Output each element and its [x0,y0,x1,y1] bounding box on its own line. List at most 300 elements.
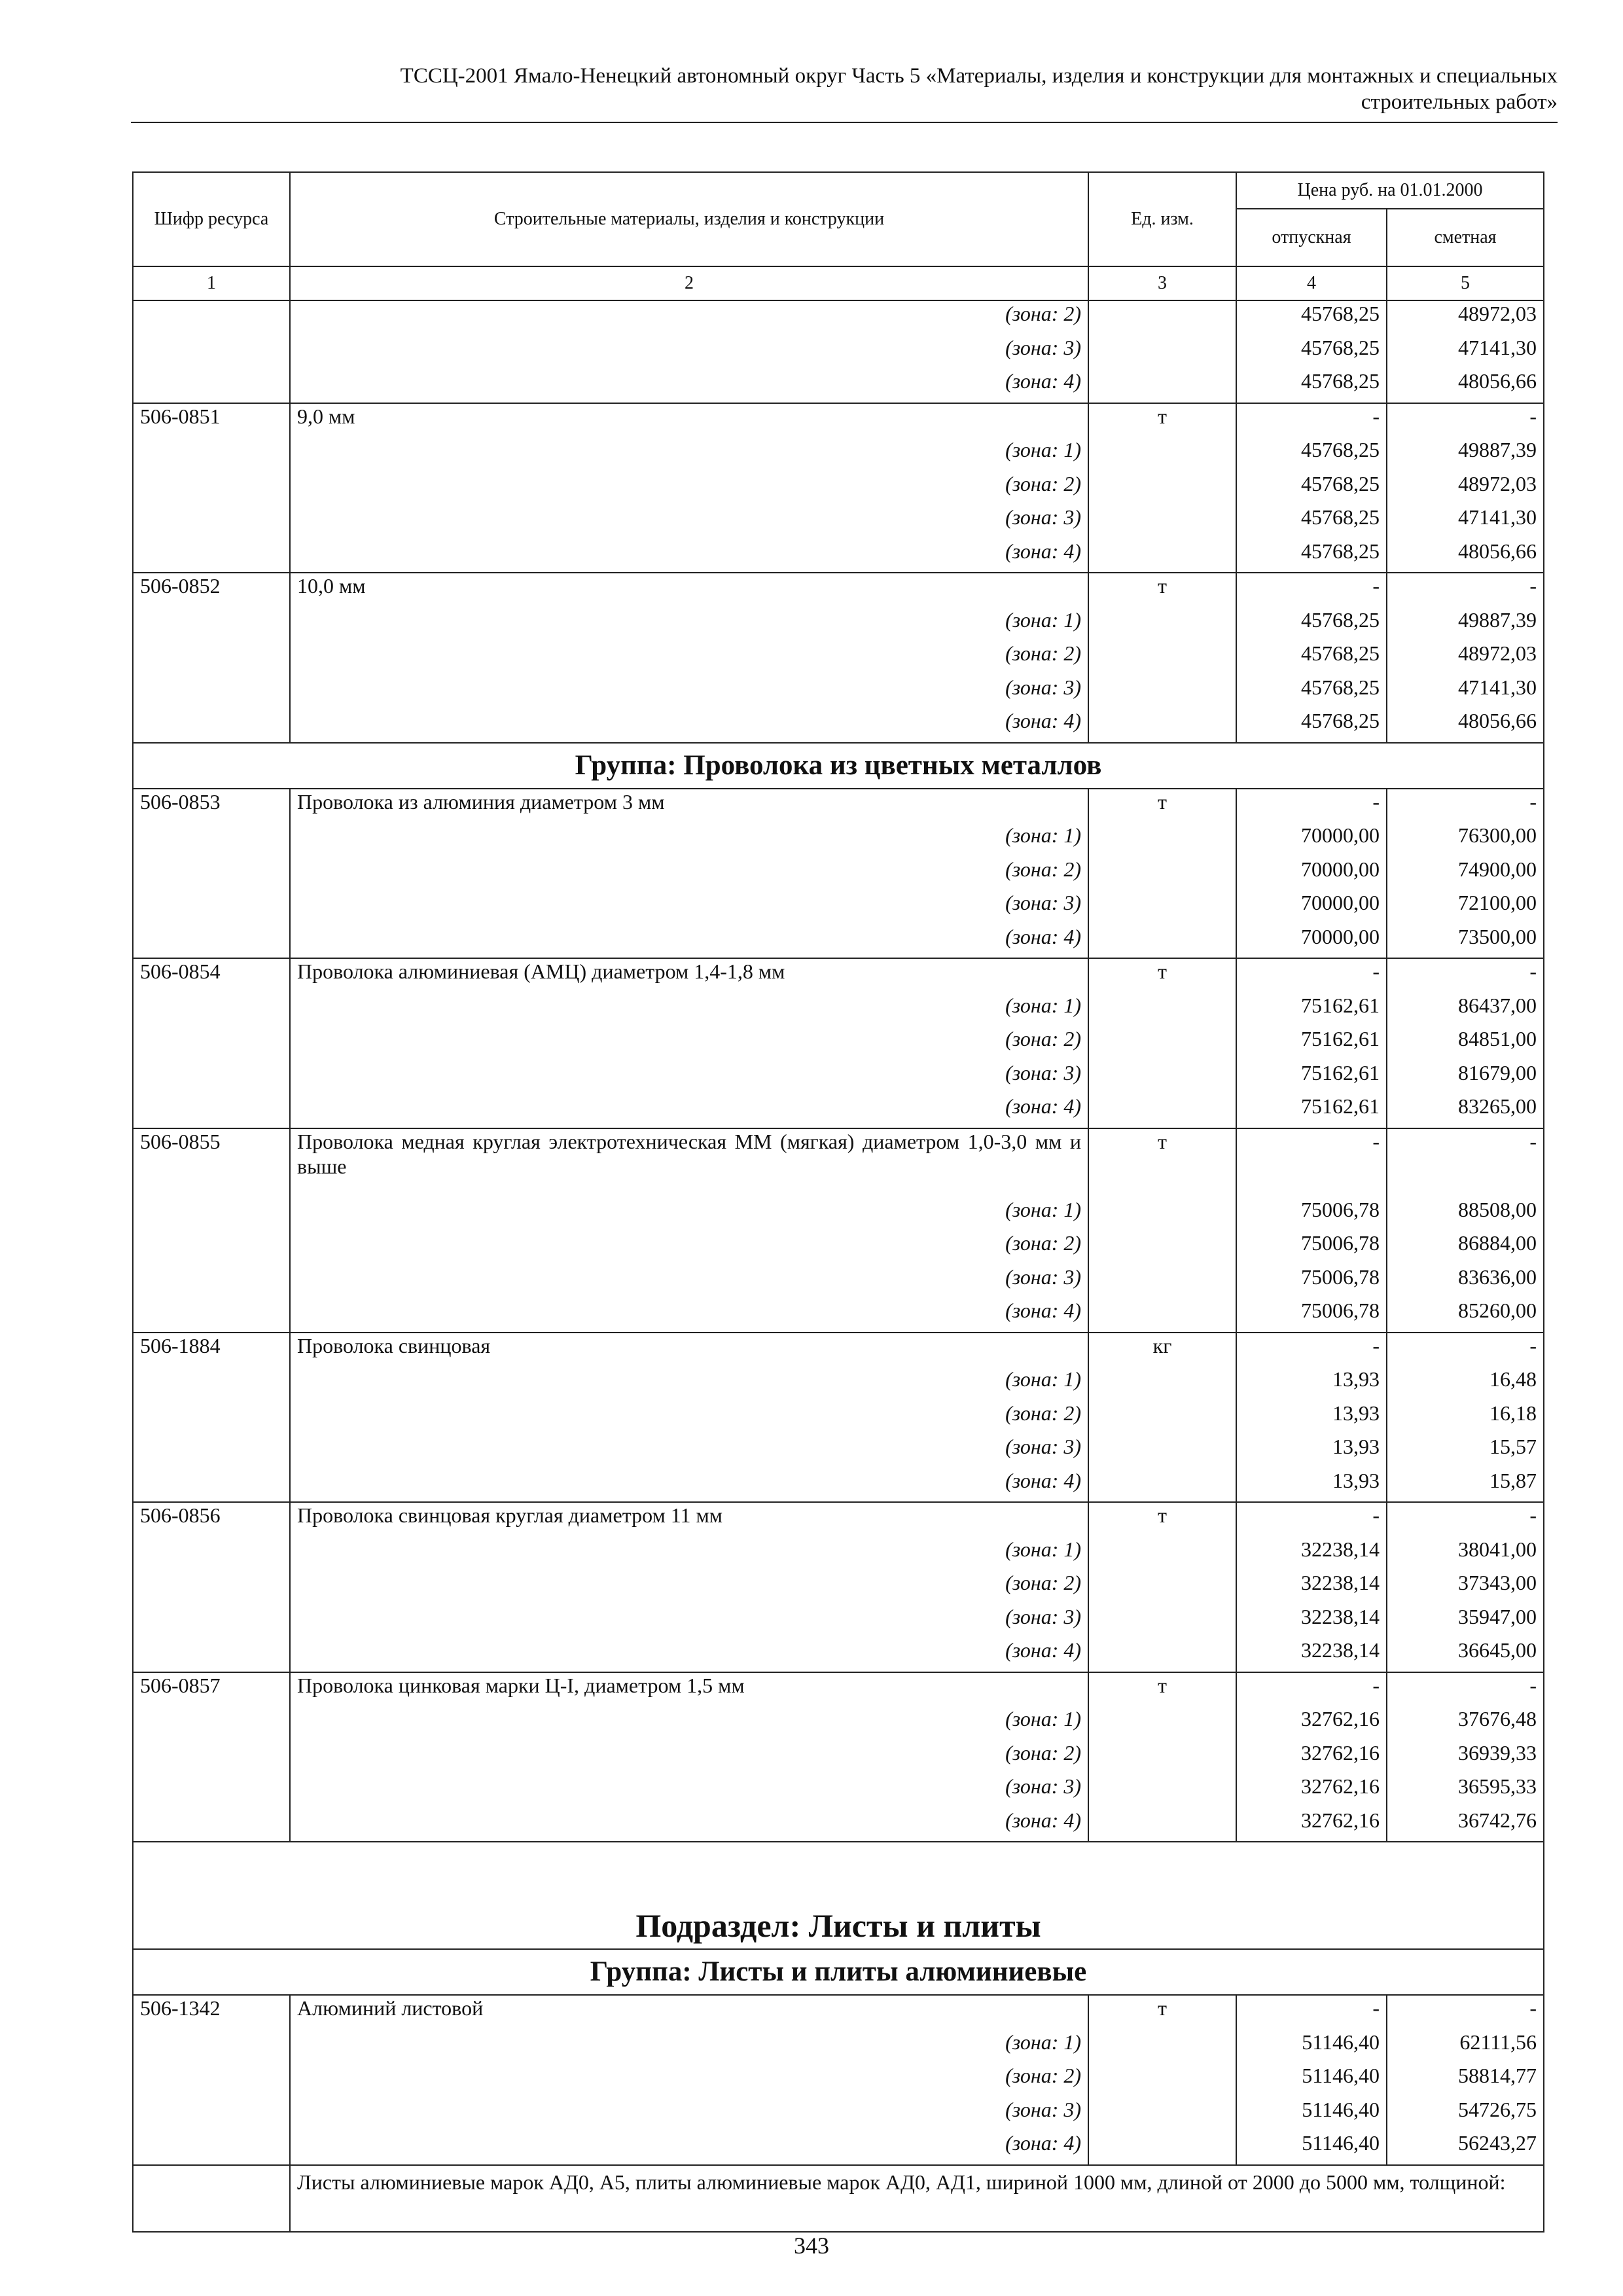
estimate-price: - [1387,1333,1544,1367]
zone-label: (зона: 3) [290,505,1088,539]
code-cell [133,1026,290,1060]
release-price: 45768,25 [1236,335,1387,369]
estimate-price: 85260,00 [1387,1298,1544,1333]
unit-cell [1088,1434,1236,1468]
code-cell [133,368,290,403]
release-price: 32238,14 [1236,1638,1387,1672]
release-price: 51146,40 [1236,2097,1387,2131]
unit-cell [1088,890,1236,924]
release-price: - [1236,403,1387,438]
release-price: 45768,25 [1236,641,1387,675]
release-price: 75006,78 [1236,1265,1387,1299]
zone-row [133,1740,1544,1774]
release-price: 75162,61 [1236,1060,1387,1094]
unit-cell [1088,1468,1236,1503]
code-cell [133,823,290,857]
unit-cell [1088,1570,1236,1604]
zone-row [133,1401,1544,1435]
zone-label: (зона: 1) [290,1537,1088,1571]
unit-cell [1088,1298,1236,1333]
release-price: - [1236,1333,1387,1367]
code-cell [133,1367,290,1401]
zone-label: (зона: 3) [290,1265,1088,1299]
code-cell [133,1434,290,1468]
estimate-price: 83636,00 [1387,1265,1544,1299]
estimate-price: 88508,00 [1387,1197,1544,1231]
release-price: 51146,40 [1236,2030,1387,2064]
estimate-price: 47141,30 [1387,675,1544,709]
code-cell [133,1740,290,1774]
unit-cell: т [1088,1672,1236,1707]
zone-row [133,1570,1544,1604]
zone-label: (зона: 1) [290,1706,1088,1740]
estimate-price: 56243,27 [1387,2130,1544,2165]
zone-row [133,1808,1544,1842]
unit-cell: т [1088,1128,1236,1197]
release-price: 32238,14 [1236,1604,1387,1638]
code-cell [133,335,290,369]
release-price: 45768,25 [1236,708,1387,743]
group-heading-row [133,1949,1544,1995]
column-number-4: 4 [1236,266,1387,300]
estimate-price: 74900,00 [1387,857,1544,891]
release-price: 45768,25 [1236,368,1387,403]
unit-cell [1088,1774,1236,1808]
resource-row [133,1333,1544,1367]
estimate-price: 48056,66 [1387,539,1544,573]
release-price: - [1236,1995,1387,2030]
unit-cell [1088,1537,1236,1571]
zone-label: (зона: 3) [290,1434,1088,1468]
header-rule [131,122,1558,123]
code-cell [133,1401,290,1435]
code-cell [133,2130,290,2165]
zone-label: (зона: 4) [290,539,1088,573]
release-price: 70000,00 [1236,823,1387,857]
zone-label: (зона: 2) [290,1026,1088,1060]
zone-label: (зона: 4) [290,708,1088,743]
estimate-price: 36742,76 [1387,1808,1544,1842]
unit-cell [1088,823,1236,857]
code-cell [133,471,290,505]
zone-row [133,1638,1544,1672]
estimate-price: 16,18 [1387,1401,1544,1435]
zone-label: (зона: 4) [290,924,1088,959]
unit-cell [1088,1740,1236,1774]
zone-row [133,993,1544,1027]
code-cell [133,1774,290,1808]
release-price: - [1236,573,1387,607]
resource-row [133,403,1544,438]
zone-row [133,607,1544,641]
code-cell [133,1808,290,1842]
zone-label: (зона: 1) [290,1367,1088,1401]
zone-label: (зона: 4) [290,1094,1088,1128]
release-price: 13,93 [1236,1434,1387,1468]
zone-row [133,1026,1544,1060]
table-body [133,300,1544,2232]
release-price: 70000,00 [1236,857,1387,891]
resource-name: Проволока алюминиевая (АМЦ) диаметром 1,4-1,8 мм [290,958,1088,993]
release-price: 32238,14 [1236,1537,1387,1571]
unit-cell [1088,924,1236,959]
unit-cell: т [1088,789,1236,823]
zone-label: (зона: 3) [290,335,1088,369]
column-header-price: Цена руб. на 01.01.2000 [1236,172,1544,209]
column-number-3: 3 [1088,266,1236,300]
release-price: 75162,61 [1236,1026,1387,1060]
column-header-code: Шифр ресурса [133,172,290,266]
header-line-1: ТССЦ-2001 Ямало-Ненецкий автономный округ Часть 5 «Материалы, изделия и конструкции для монтажных и специальных [400,64,1558,88]
release-price: 45768,25 [1236,471,1387,505]
release-price: 75162,61 [1236,993,1387,1027]
resource-row [133,789,1544,823]
zone-row [133,368,1544,403]
release-price: 45768,25 [1236,539,1387,573]
release-price: 32762,16 [1236,1774,1387,1808]
estimate-price: - [1387,1128,1544,1197]
unit-cell [1088,335,1236,369]
estimate-price: 36939,33 [1387,1740,1544,1774]
code-cell [133,993,290,1027]
unit-cell [1088,1706,1236,1740]
resource-row [133,1502,1544,1537]
unit-cell [1088,437,1236,471]
zone-label: (зона: 1) [290,2030,1088,2064]
estimate-price: 35947,00 [1387,1604,1544,1638]
release-price: - [1236,1502,1387,1537]
estimate-price: 38041,00 [1387,1537,1544,1571]
unit-cell [1088,1060,1236,1094]
unit-cell: т [1088,1502,1236,1537]
resource-name: Проволока цинковая марки Ц-I, диаметром 1,5 мм [290,1672,1088,1707]
column-header-estimate: сметная [1387,209,1544,266]
unit-cell [1088,539,1236,573]
zone-label: (зона: 4) [290,368,1088,403]
zone-row [133,1265,1544,1299]
unit-cell [1088,1265,1236,1299]
unit-cell [1088,1197,1236,1231]
release-price: 13,93 [1236,1468,1387,1503]
zone-row [133,890,1544,924]
zone-label: (зона: 1) [290,1197,1088,1231]
estimate-price: 86884,00 [1387,1230,1544,1265]
subsection-heading-row [133,1842,1544,1949]
unit-cell [1088,1638,1236,1672]
release-price: 51146,40 [1236,2063,1387,2097]
resource-name: Проволока свинцовая круглая диаметром 11 мм [290,1502,1088,1537]
zone-row [133,1367,1544,1401]
code-cell [133,1230,290,1265]
zone-label: (зона: 3) [290,890,1088,924]
unit-cell: т [1088,1995,1236,2030]
zone-label: (зона: 1) [290,993,1088,1027]
resource-name: Проволока из алюминия диаметром 3 мм [290,789,1088,823]
unit-cell [1088,505,1236,539]
estimate-price: 48056,66 [1387,368,1544,403]
price-table [132,171,1544,2233]
resource-row [133,1672,1544,1707]
unit-cell [1088,471,1236,505]
zone-row [133,708,1544,743]
estimate-price: 36645,00 [1387,1638,1544,1672]
estimate-price: 48056,66 [1387,708,1544,743]
release-price: 13,93 [1236,1401,1387,1435]
zone-row [133,641,1544,675]
zone-label: (зона: 3) [290,1060,1088,1094]
estimate-price: 48972,03 [1387,641,1544,675]
estimate-price: 48972,03 [1387,300,1544,335]
zone-label: (зона: 2) [290,1401,1088,1435]
release-price: 75006,78 [1236,1298,1387,1333]
unit-cell [1088,708,1236,743]
unit-cell [1088,2097,1236,2131]
zone-row [133,1774,1544,1808]
resource-name: Проволока свинцовая [290,1333,1088,1367]
unit-cell [1088,2030,1236,2064]
unit-cell [1088,1230,1236,1265]
zone-label: (зона: 3) [290,1774,1088,1808]
unit-cell [1088,1604,1236,1638]
resource-code: 506-0854 [133,958,290,993]
unit-cell: кг [1088,1333,1236,1367]
zone-label: (зона: 2) [290,300,1088,335]
column-header-unit: Ед. изм. [1088,172,1236,266]
release-price: 75006,78 [1236,1230,1387,1265]
release-price: 13,93 [1236,1367,1387,1401]
resource-name: Алюминий листовой [290,1995,1088,2030]
zone-row [133,2097,1544,2131]
zone-row [133,675,1544,709]
resource-row [133,958,1544,993]
unit-cell: т [1088,958,1236,993]
release-price: 32762,16 [1236,1740,1387,1774]
zone-label: (зона: 3) [290,675,1088,709]
release-price: 70000,00 [1236,890,1387,924]
estimate-price: 73500,00 [1387,924,1544,959]
code-cell [133,1604,290,1638]
unit-cell: т [1088,403,1236,438]
zone-row [133,1197,1544,1231]
code-cell [133,708,290,743]
zone-label: (зона: 4) [290,1638,1088,1672]
estimate-price: 58814,77 [1387,2063,1544,2097]
zone-row [133,300,1544,335]
zone-row [133,823,1544,857]
code-cell [133,924,290,959]
table-header [133,172,1544,300]
release-price: - [1236,958,1387,993]
zone-label: (зона: 3) [290,1604,1088,1638]
code-cell [133,1060,290,1094]
resource-code: 506-0856 [133,1502,290,1537]
resource-row [133,573,1544,607]
zone-row [133,1468,1544,1503]
code-cell [133,1537,290,1571]
resource-name: 9,0 мм [290,403,1088,438]
column-number-1: 1 [133,266,290,300]
unit-cell [1088,1808,1236,1842]
code-cell [133,1570,290,1604]
resource-code: 506-1342 [133,1995,290,2030]
zone-label: (зона: 1) [290,437,1088,471]
group-heading-row [133,743,1544,789]
release-price: - [1236,1128,1387,1197]
zone-row [133,924,1544,959]
zone-label: (зона: 2) [290,471,1088,505]
resource-code: 506-0857 [133,1672,290,1707]
resource-name: Проволока медная круглая электротехническая ММ (мягкая) диаметром 1,0-3,0 мм и выше [290,1128,1088,1197]
estimate-price: - [1387,1672,1544,1707]
zone-row [133,539,1544,573]
estimate-price: - [1387,573,1544,607]
estimate-price: 54726,75 [1387,2097,1544,2131]
zone-row [133,1604,1544,1638]
subsection-heading: Подраздел: Листы и плиты [133,1842,1544,1949]
estimate-price: 15,57 [1387,1434,1544,1468]
zone-row [133,1434,1544,1468]
code-cell [133,1706,290,1740]
zone-label: (зона: 3) [290,2097,1088,2131]
code-cell [133,1197,290,1231]
resource-row [133,1995,1544,2030]
resource-code: 506-0853 [133,789,290,823]
unit-cell [1088,1094,1236,1128]
release-price: 51146,40 [1236,2130,1387,2165]
estimate-price: - [1387,1502,1544,1537]
resource-code: 506-0855 [133,1128,290,1197]
note-code-cell [133,2165,290,2232]
code-cell [133,1638,290,1672]
estimate-price: 47141,30 [1387,505,1544,539]
unit-cell [1088,607,1236,641]
zone-row [133,1298,1544,1333]
zone-label: (зона: 2) [290,1570,1088,1604]
release-price: 70000,00 [1236,924,1387,959]
estimate-price: 76300,00 [1387,823,1544,857]
estimate-price: 36595,33 [1387,1774,1544,1808]
code-cell [133,437,290,471]
code-cell [133,2097,290,2131]
resource-code: 506-0851 [133,403,290,438]
unit-cell [1088,300,1236,335]
zone-row [133,2063,1544,2097]
release-price: 32238,14 [1236,1570,1387,1604]
code-cell [133,539,290,573]
estimate-price: 72100,00 [1387,890,1544,924]
zone-label: (зона: 1) [290,607,1088,641]
zone-label: (зона: 4) [290,1808,1088,1842]
zone-label: (зона: 2) [290,641,1088,675]
resource-name: 10,0 мм [290,573,1088,607]
zone-row [133,471,1544,505]
group-heading: Группа: Проволока из цветных металлов [133,743,1544,789]
note-row [133,2165,1544,2232]
estimate-price: 16,48 [1387,1367,1544,1401]
unit-cell [1088,1367,1236,1401]
unit-cell [1088,1401,1236,1435]
estimate-price: 49887,39 [1387,607,1544,641]
estimate-price: 15,87 [1387,1468,1544,1503]
zone-label: (зона: 4) [290,2130,1088,2165]
release-price: 32762,16 [1236,1808,1387,1842]
zone-row [133,2030,1544,2064]
code-cell [133,675,290,709]
unit-cell [1088,2063,1236,2097]
zone-row [133,437,1544,471]
release-price: 32762,16 [1236,1706,1387,1740]
zone-row [133,857,1544,891]
zone-label: (зона: 2) [290,857,1088,891]
resource-code: 506-0852 [133,573,290,607]
note-text: Листы алюминиевые марок АД0, А5, плиты алюминиевые марок АД0, АД1, шириной 1000 мм, длиной от 2000 до 5000 мм, толщиной: [290,2165,1544,2232]
unit-cell [1088,2130,1236,2165]
code-cell [133,1298,290,1333]
unit-cell: т [1088,573,1236,607]
code-cell [133,2030,290,2064]
group-heading: Группа: Листы и плиты алюминиевые [133,1949,1544,1995]
zone-label: (зона: 1) [290,823,1088,857]
release-price: 75006,78 [1236,1197,1387,1231]
column-header-name: Строительные материалы, изделия и конструкции [290,172,1088,266]
running-header [131,63,1558,115]
estimate-price: - [1387,789,1544,823]
zone-label: (зона: 2) [290,2063,1088,2097]
estimate-price: - [1387,958,1544,993]
release-price: - [1236,1672,1387,1707]
release-price: - [1236,789,1387,823]
zone-row [133,1060,1544,1094]
zone-row [133,1537,1544,1571]
code-cell [133,300,290,335]
code-cell [133,1094,290,1128]
estimate-price: 83265,00 [1387,1094,1544,1128]
release-price: 45768,25 [1236,505,1387,539]
zone-row [133,335,1544,369]
unit-cell [1088,368,1236,403]
code-cell [133,607,290,641]
resource-code: 506-1884 [133,1333,290,1367]
zone-row [133,1094,1544,1128]
zone-row [133,1230,1544,1265]
zone-row [133,505,1544,539]
estimate-price: 48972,03 [1387,471,1544,505]
estimate-price: 86437,00 [1387,993,1544,1027]
code-cell [133,857,290,891]
unit-cell [1088,857,1236,891]
zone-row [133,2130,1544,2165]
column-header-release: отпускная [1236,209,1387,266]
release-price: 45768,25 [1236,607,1387,641]
zone-label: (зона: 4) [290,1468,1088,1503]
zone-label: (зона: 2) [290,1230,1088,1265]
column-number-5: 5 [1387,266,1544,300]
estimate-price: 47141,30 [1387,335,1544,369]
estimate-price: - [1387,403,1544,438]
zone-row [133,1706,1544,1740]
code-cell [133,1265,290,1299]
unit-cell [1088,675,1236,709]
release-price: 75162,61 [1236,1094,1387,1128]
estimate-price: - [1387,1995,1544,2030]
estimate-price: 62111,56 [1387,2030,1544,2064]
unit-cell [1088,993,1236,1027]
code-cell [133,505,290,539]
estimate-price: 37343,00 [1387,1570,1544,1604]
estimate-price: 81679,00 [1387,1060,1544,1094]
release-price: 45768,25 [1236,675,1387,709]
code-cell [133,890,290,924]
